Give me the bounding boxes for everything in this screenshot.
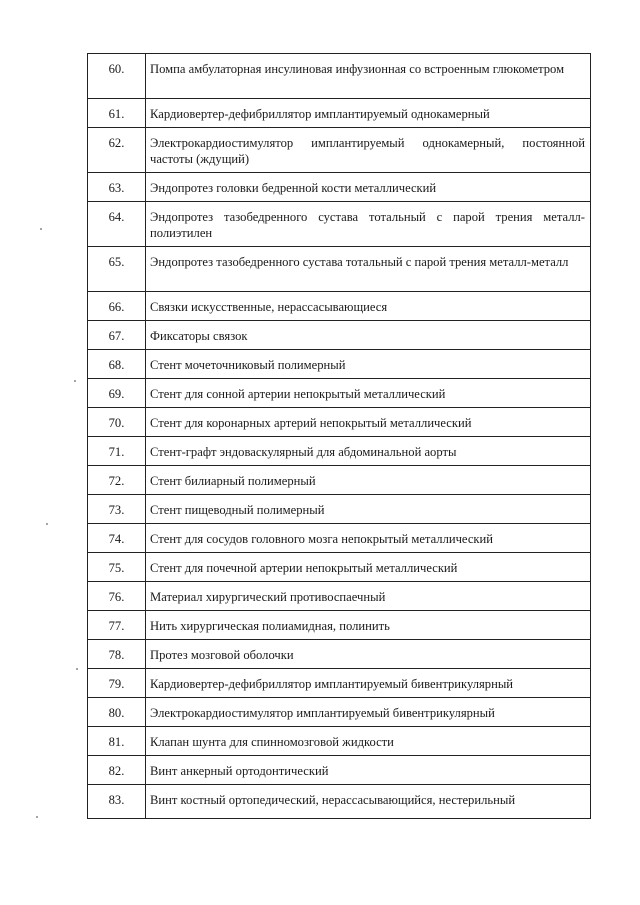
- row-item-name: Материал хирургический противоспаечный: [146, 582, 591, 611]
- row-number: 66.: [88, 292, 146, 321]
- row-number: 77.: [88, 611, 146, 640]
- table-row: [88, 247, 591, 292]
- table-row: [88, 54, 591, 99]
- row-number: 83.: [88, 785, 146, 819]
- row-number: 72.: [88, 466, 146, 495]
- items-table-body: [88, 54, 591, 819]
- table-row: [88, 99, 591, 128]
- row-number: 75.: [88, 553, 146, 582]
- row-item-name: Стент мочеточниковый полимерный: [146, 350, 591, 379]
- row-number: 82.: [88, 756, 146, 785]
- row-number: 64.: [88, 202, 146, 247]
- table-row: [88, 321, 591, 350]
- scan-speck: [40, 228, 42, 230]
- scan-speck: [74, 380, 76, 382]
- row-item-name: Стент билиарный полимерный: [146, 466, 591, 495]
- table-row: [88, 756, 591, 785]
- table-row: [88, 350, 591, 379]
- row-number: 76.: [88, 582, 146, 611]
- row-number: 69.: [88, 379, 146, 408]
- table-row: [88, 582, 591, 611]
- items-table: [87, 53, 591, 819]
- table-row: [88, 128, 591, 173]
- row-number: 63.: [88, 173, 146, 202]
- row-number: 61.: [88, 99, 146, 128]
- row-item-name: Стент для сосудов головного мозга непокрытый металлический: [146, 524, 591, 553]
- table-row: [88, 408, 591, 437]
- row-number: 67.: [88, 321, 146, 350]
- row-item-name: Кардиовертер-дефибриллятор имплантируемый однокамерный: [146, 99, 591, 128]
- row-item-name: Стент для почечной артерии непокрытый металлический: [146, 553, 591, 582]
- row-number: 79.: [88, 669, 146, 698]
- row-number: 71.: [88, 437, 146, 466]
- table-row: [88, 379, 591, 408]
- row-number: 60.: [88, 54, 146, 99]
- table-row: [88, 698, 591, 727]
- row-item-name: Электрокардиостимулятор имплантируемый однокамерный, постоянной частоты (ждущий): [146, 128, 591, 173]
- table-row: [88, 553, 591, 582]
- row-number: 81.: [88, 727, 146, 756]
- row-item-name: Стент пищеводный полимерный: [146, 495, 591, 524]
- scan-speck: [46, 523, 48, 525]
- row-item-name: Эндопротез тазобедренного сустава тотальный с парой трения металл-полиэтилен: [146, 202, 591, 247]
- row-number: 74.: [88, 524, 146, 553]
- row-number: 73.: [88, 495, 146, 524]
- table-row: [88, 292, 591, 321]
- row-item-name: Протез мозговой оболочки: [146, 640, 591, 669]
- row-item-name: Стент для сонной артерии непокрытый металлический: [146, 379, 591, 408]
- table-row: [88, 466, 591, 495]
- row-item-name: Кардиовертер-дефибриллятор имплантируемый бивентрикулярный: [146, 669, 591, 698]
- scan-speck: [36, 816, 38, 818]
- table-row: [88, 202, 591, 247]
- row-item-name: Эндопротез головки бедренной кости металлический: [146, 173, 591, 202]
- row-item-name: Помпа амбулаторная инсулиновая инфузионная со встроенным глюкометром: [146, 54, 591, 99]
- row-number: 80.: [88, 698, 146, 727]
- row-item-name: Винт костный ортопедический, нерассасывающийся, нестерильный: [146, 785, 591, 819]
- table-row: [88, 640, 591, 669]
- table-row: [88, 173, 591, 202]
- row-item-name: Эндопротез тазобедренного сустава тотальный с парой трения металл-металл: [146, 247, 591, 292]
- table-row: [88, 785, 591, 819]
- scan-speck: [76, 668, 78, 670]
- row-number: 65.: [88, 247, 146, 292]
- table-row: [88, 437, 591, 466]
- row-item-name: Стент-графт эндоваскулярный для абдоминальной аорты: [146, 437, 591, 466]
- table-row: [88, 524, 591, 553]
- row-number: 68.: [88, 350, 146, 379]
- row-number: 70.: [88, 408, 146, 437]
- row-item-name: Клапан шунта для спинномозговой жидкости: [146, 727, 591, 756]
- row-number: 78.: [88, 640, 146, 669]
- table-row: [88, 495, 591, 524]
- row-item-name: Винт анкерный ортодонтический: [146, 756, 591, 785]
- table-row: [88, 611, 591, 640]
- row-item-name: Стент для коронарных артерий непокрытый металлический: [146, 408, 591, 437]
- table-row: [88, 669, 591, 698]
- row-item-name: Связки искусственные, нерассасывающиеся: [146, 292, 591, 321]
- row-item-name: Электрокардиостимулятор имплантируемый бивентрикулярный: [146, 698, 591, 727]
- row-number: 62.: [88, 128, 146, 173]
- table-row: [88, 727, 591, 756]
- row-item-name: Нить хирургическая полиамидная, полинить: [146, 611, 591, 640]
- row-item-name: Фиксаторы связок: [146, 321, 591, 350]
